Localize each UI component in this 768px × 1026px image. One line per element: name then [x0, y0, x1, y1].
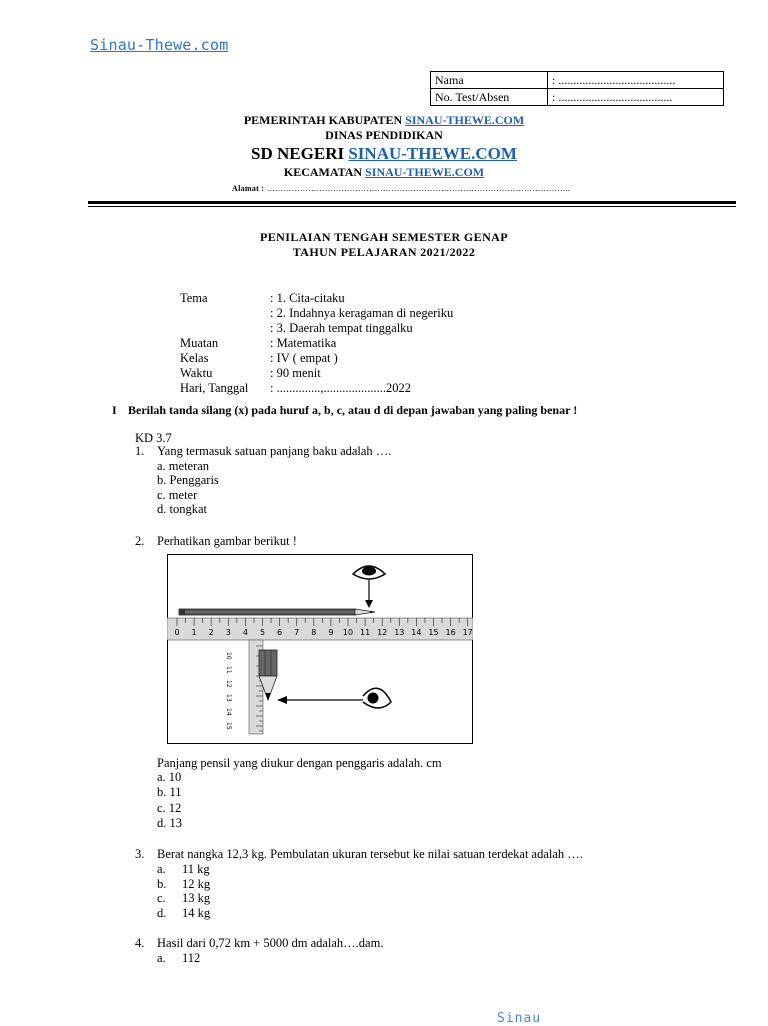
meta-value: : Matematika — [270, 336, 337, 350]
meta-value: : 2. Indahnya keragaman di negeriku — [270, 306, 454, 320]
option-a-letter[interactable]: a. — [157, 951, 166, 965]
section-number: I — [112, 403, 117, 417]
question-text: Hasil dari 0,72 km + 5000 dm adalah….dam. — [157, 936, 384, 950]
option-a-letter[interactable]: a. — [157, 862, 166, 876]
option-a-value: 112 — [182, 951, 201, 965]
ruler-label: 6 — [277, 628, 283, 637]
vertical-ruler-label: 15 — [225, 722, 232, 730]
option-c[interactable]: c. 12 — [157, 801, 182, 815]
meta-label: Kelas — [180, 351, 209, 365]
ruler-label: 7 — [294, 628, 300, 637]
question-number: 2. — [135, 534, 145, 548]
ruler-label: 15 — [428, 628, 439, 637]
ruler-figure — [167, 554, 473, 749]
option-d-letter[interactable]: d. — [157, 906, 167, 920]
ruler-label: 16 — [445, 628, 456, 637]
option-b[interactable]: b. 11 — [157, 785, 182, 799]
department-header: DINAS PENDIDIKAN — [325, 128, 443, 142]
ruler-label: 0 — [174, 628, 180, 637]
test-number-row — [431, 89, 724, 106]
ruler-label: 14 — [411, 628, 422, 637]
option-c[interactable]: c. meter — [157, 488, 198, 502]
name-field[interactable]: : ....................................... — [548, 72, 724, 89]
ruler-label: 3 — [225, 628, 231, 637]
test-number-label: No. Test/Absen — [431, 89, 548, 106]
address-label: Alamat : — [232, 184, 265, 193]
address-dots: ……………………………………………………………………………………………….. — [264, 184, 571, 193]
ruler-horizontal — [167, 618, 473, 640]
option-a[interactable]: a. meteran — [157, 459, 210, 473]
vertical-ruler-label: 11 — [225, 666, 232, 674]
school-name — [0, 144, 768, 164]
meta-label: Tema — [180, 291, 208, 305]
ruler-label: 17 — [462, 628, 473, 637]
option-c-letter[interactable]: c. — [157, 891, 166, 905]
district-link[interactable]: SINAU-THEWE.COM — [365, 165, 485, 179]
question-number: 1. — [135, 444, 145, 458]
meta-value: : ..............,....................2022 — [270, 381, 411, 395]
meta-label: Waktu — [180, 366, 213, 380]
vertical-ruler-label: 14 — [225, 708, 232, 716]
ruler-label: 9 — [328, 628, 334, 637]
vertical-ruler-label: 12 — [225, 680, 232, 688]
school-prefix: SD NEGERI — [251, 144, 349, 163]
ruler-label: 10 — [342, 628, 354, 637]
exam-title: PENILAIAN TENGAH SEMESTER GENAP — [260, 230, 508, 244]
school-link[interactable]: SINAU-THEWE.COM — [348, 144, 517, 163]
meta-label: Hari, Tanggal — [180, 381, 249, 395]
ruler-label: 1 — [191, 628, 197, 637]
gov-link[interactable]: SINAU-THEWE.COM — [405, 113, 525, 127]
identity-box — [430, 71, 724, 106]
option-b-letter[interactable]: b. — [157, 877, 167, 891]
vertical-ruler-label: 10 — [225, 652, 232, 660]
figure-frame — [168, 555, 473, 744]
option-a-value: 11 kg — [182, 862, 210, 876]
option-b[interactable]: b. Penggaris — [157, 473, 219, 487]
ruler-label: 2 — [208, 628, 214, 637]
ruler-label: 13 — [394, 628, 405, 637]
test-number-field[interactable]: : ...................................... — [548, 89, 724, 106]
option-d[interactable]: d. tongkat — [157, 502, 207, 516]
option-c-value: 13 kg — [182, 891, 211, 905]
meta-value: : 1. Cita-citaku — [270, 291, 345, 305]
exam-meta — [0, 291, 768, 401]
ruler-label: 4 — [242, 628, 248, 637]
ruler-label: 5 — [259, 628, 266, 637]
meta-value: : 3. Daerah tempat tinggalku — [270, 321, 413, 335]
option-a[interactable]: a. 10 — [157, 770, 182, 784]
meta-label: Muatan — [180, 336, 219, 350]
district-prefix: KECAMATAN — [283, 165, 366, 179]
meta-value: : IV ( empat ) — [270, 351, 338, 365]
option-b-value: 12 kg — [182, 877, 211, 891]
vertical-ruler-label: 13 — [225, 694, 232, 702]
question-number: 4. — [135, 936, 145, 950]
option-d-value: 14 kg — [182, 906, 211, 920]
question-text: Perhatikan gambar berikut ! — [157, 534, 297, 548]
site-link[interactable]: Sinau-Thewe.com — [90, 36, 229, 54]
header-rule-thick — [88, 201, 736, 204]
pencil-horizontal — [179, 609, 376, 615]
address-line — [232, 184, 570, 193]
government-header — [0, 113, 768, 128]
ruler-label: 12 — [377, 628, 388, 637]
ruler-illustration — [167, 554, 473, 744]
question-text: Berat nangka 12,3 kg. Pembulatan ukuran tersebut ke nilai satuan terdekat adalah …. — [157, 847, 583, 861]
kd-label: KD 3.7 — [135, 431, 172, 445]
ruler-label: 8 — [311, 628, 317, 637]
name-row — [431, 72, 724, 89]
question-number: 3. — [135, 847, 145, 861]
exam-year: TAHUN PELAJARAN 2021/2022 — [292, 245, 476, 259]
option-d[interactable]: d. 13 — [157, 816, 182, 830]
gov-prefix: PEMERINTAH KABUPATEN — [243, 113, 406, 127]
name-label: Nama — [431, 72, 548, 89]
instruction-text: Berilah tanda silang (x) pada huruf a, b, c, atau d di depan jawaban yang paling benar ! — [128, 403, 578, 417]
header-rule-thin — [88, 206, 736, 207]
meta-value: : 90 menit — [270, 366, 321, 380]
ruler-label: 11 — [360, 628, 371, 637]
district-header — [0, 165, 768, 180]
footer-watermark: Sinau — [497, 1011, 542, 1026]
figure-caption: Panjang pensil yang diukur dengan penggaris adalah. cm — [157, 756, 442, 770]
question-text: Yang termasuk satuan panjang baku adalah …. — [157, 444, 392, 458]
